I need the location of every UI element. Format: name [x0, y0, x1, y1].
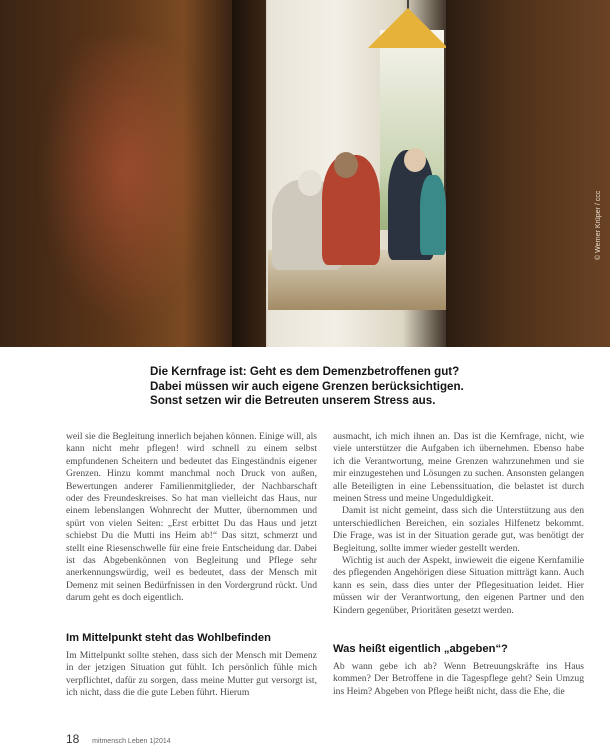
person-head: [298, 170, 322, 196]
header-photo: [0, 0, 610, 347]
pull-quote: [150, 365, 480, 409]
person-head: [334, 152, 358, 178]
page-footer: [66, 732, 171, 746]
body-paragraph: weil sie die Begleitung innerlich bejahen können. Einige will, als kann nicht mehr pflegen! wird schnell zu einem selbst empfundenen Scheitern und bedeutet das Eingeständnis eigener Grenzen. Hinzu kommt manchmal noch Druck von außen, Bewertungen anderer Familienmitglieder, der Nachbarschaft oder des Freundeskreises. So hat man vielleicht das Haus, nur einem lebenslangen Wohnrecht der Mutter, übernommen und spürt von vielen Seiten: „Erst erbittet Du das Haus und jetzt schiebst Du die Mutti ins Heim ab!“ Das sitzt, schmerzt und stellt eine Riesenschwelle für eine freie Entscheidung dar. Dabei ist das Abgebenkönnen von Begleitung und Pflege sehr anerkennungswürdig, weil es bedeutet, dass der Mensch mit Demenz mit seinen Bedürfnissen in den Vordergrund rückt. Und darum geht es doch eigentlich.: [66, 431, 317, 604]
body-paragraph: Wichtig ist auch der Aspekt, inwieweit die eigene Kernfamilie des pflegenden Angehörigen diese Situation mitträgt kann. Auch kann es sein, dass dies unter der Pflegesituation leidet. Hier müssen wir der Verantwortung, den eigenen Partner und den Kindern gegenüber, Prioritäten gesetzt werden.: [333, 555, 584, 616]
blurred-figure: [40, 40, 210, 330]
left-column: [66, 431, 317, 605]
body-paragraph: ausmacht, ich mich ihnen an. Das ist die Kernfrage, nicht, wie viele unterstützer die Aufgaben ich übernehmen. Ebenso habe ich die Verantwortung, meine Grenzen wahrzunehmen und sie mir einzugestehen und Lösungen zu suchen. Ansonsten gelangen alle Beteiligten in eine Lebenssituation, die belastet ist durch meinen Stress und meine Ungeduldigkeit.: [333, 431, 584, 505]
body-paragraph: Im Mittelpunkt sollte stehen, dass sich der Mensch mit Demenz in der jetzigen Situation gut fühlt. Ich persönlich fühle mich verpflichtet, dafür zu sorgen, dass meine Mutter gut versorgt ist, ich nicht, dass die die gute Leben führt. Hierum: [66, 650, 317, 699]
pull-quote-line: Die Kernfrage ist: Geht es dem Demenzbetroffenen gut?: [150, 365, 460, 378]
left-column-continued: [66, 650, 317, 700]
body-paragraph: Ab wann gebe ich ab? Wenn Betreuungskräfte ins Haus kommen? Der Betroffene in die Tagespflege geht? Sein Umzug ins Heim? Abgeben von Pflege heißt nicht, dass die Ehe, die: [333, 661, 584, 697]
pull-quote-line: Sonst setzen wir die Betreuten unserem Stress aus.: [150, 394, 436, 407]
section-heading: Im Mittelpunkt steht das Wohlbefinden: [66, 632, 271, 644]
pendant-lamp-icon: [368, 0, 448, 52]
body-paragraph: Damit ist nicht gemeint, dass sich die Unterstützung aus den unterschiedlichen Bereichen, ein soziales Hilfenetz bekommt. Die Frage, was ist in der Situation gerade gut, was benötigt der Begleitung, sollte immer wieder gestellt werden.: [333, 505, 584, 554]
seated-person: [420, 175, 446, 255]
right-column-continued: [333, 661, 584, 698]
right-column: [333, 431, 584, 617]
person-head: [404, 148, 426, 172]
section-heading: Was heißt eigentlich „abgeben“?: [333, 643, 508, 655]
door-frame: [232, 0, 266, 347]
pull-quote-line: Dabei müssen wir auch eigene Grenzen berücksichtigen.: [150, 379, 464, 393]
publication-name: mitmensch Leben 1|2014: [92, 738, 171, 745]
page-number: 18: [66, 732, 80, 746]
photo-credit: © Werner Krüper / ccc: [595, 190, 602, 260]
wall: [446, 0, 610, 347]
